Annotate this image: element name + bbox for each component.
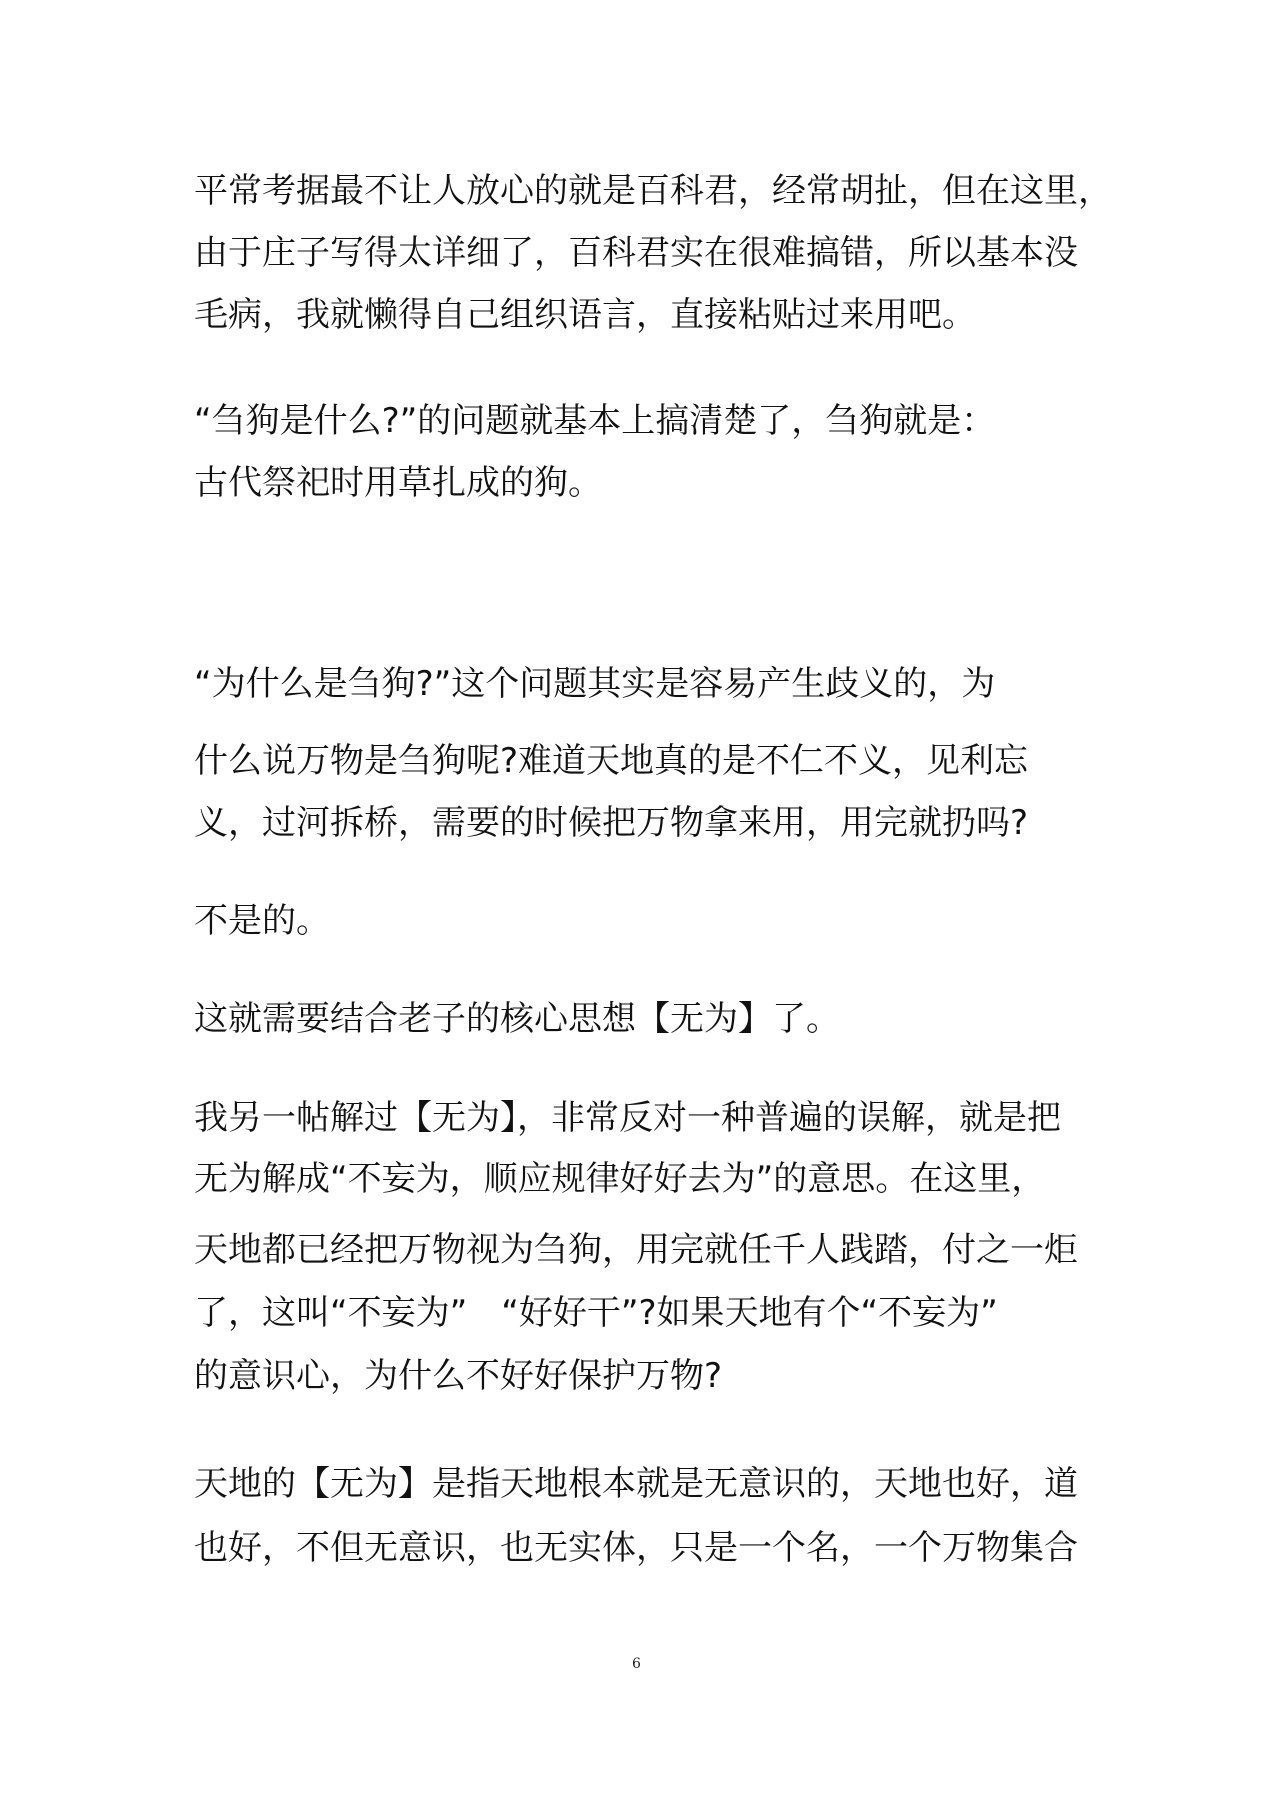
- text-line: 我另一帖解过【无为】，非常反对一种普遍的误解，就是把: [194, 1098, 1061, 1138]
- text-line: 平常考据最不让人放心的就是百科君，经常胡扯，但在这里，: [194, 171, 1112, 211]
- text-line: 毛病，我就懒得自己组织语言，直接粘贴过来用吧。: [194, 295, 976, 335]
- text-line: 了，这叫“不妄为” “好好干”?如果天地有个“不妄为”: [194, 1293, 998, 1333]
- text-line: 无为解成“不妄为，顺应规律好好去为”的意思。在这里，: [194, 1159, 1046, 1199]
- page-number: 6: [632, 1656, 641, 1672]
- text-line: 这就需要结合老子的核心思想【无为】了。: [194, 999, 840, 1039]
- text-line: 义，过河拆桥，需要的时候把万物拿来用，用完就扔吗?: [194, 803, 1029, 843]
- text-line: 天地的【无为】是指天地根本就是无意识的，天地也好，道: [194, 1464, 1078, 1504]
- text-line: 什么说万物是刍狗呢?难道天地真的是不仁不义，见利忘: [194, 741, 1029, 781]
- text-line: 古代祭祀时用草扎成的狗。: [194, 463, 602, 503]
- text-line: 天地都已经把万物视为刍狗，用完就任千人践踏，付之一炬: [194, 1230, 1078, 1270]
- text-line: “为什么是刍狗?”这个问题其实是容易产生歧义的，为: [194, 664, 996, 704]
- text-line: “刍狗是什么?”的问题就基本上搞清楚了，刍狗就是：: [194, 401, 996, 441]
- text-line: 也好，不但无意识，也无实体，只是一个名，一个万物集合: [194, 1528, 1078, 1568]
- text-line: 的意识心，为什么不好好保护万物?: [194, 1356, 723, 1396]
- text-line: 由于庄子写得太详细了，百科君实在很难搞错，所以基本没: [194, 233, 1078, 273]
- text-line: 不是的。: [194, 901, 330, 941]
